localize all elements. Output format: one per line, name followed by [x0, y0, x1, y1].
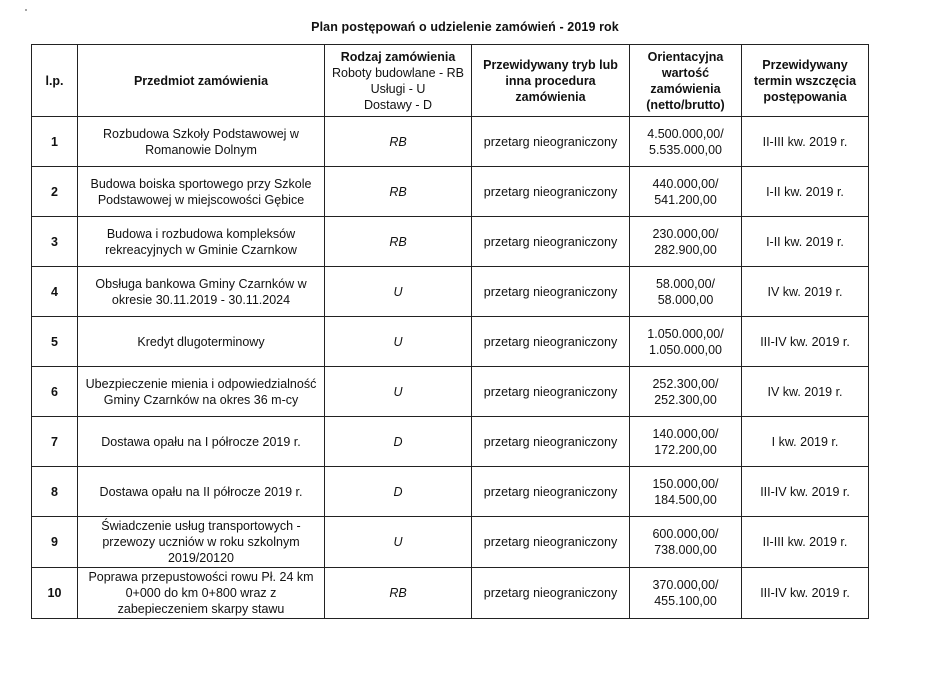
- cell-subject: Obsługa bankowa Gminy Czarnków w okresie 30.11.2019 - 30.11.2024: [78, 267, 325, 317]
- cell-lp: 4: [32, 267, 78, 317]
- cell-value-net: 440.000,00/: [652, 176, 719, 191]
- cell-value-gross: 5.535.000,00: [649, 142, 722, 157]
- table-row: [32, 217, 869, 267]
- cell-value: [630, 417, 742, 467]
- cell-kind: RB: [325, 568, 472, 619]
- cell-subject: Rozbudowa Szkoły Podstawowej w Romanowie Dolnym: [78, 117, 325, 167]
- cell-kind: U: [325, 317, 472, 367]
- scan-speck: [25, 9, 27, 11]
- cell-subject: Budowa i rozbudowa kompleksów rekreacyjnych w Gminie Czarnkow: [78, 217, 325, 267]
- cell-subject: Kredyt dlugoterminowy: [78, 317, 325, 367]
- cell-value: [630, 568, 742, 619]
- cell-value-gross: 252.300,00: [654, 392, 717, 407]
- cell-lp: 2: [32, 167, 78, 217]
- header-mode: Przewidywany tryb lub inna procedura zamówienia: [472, 45, 630, 117]
- cell-value: [630, 267, 742, 317]
- cell-term: IV kw. 2019 r.: [742, 367, 869, 417]
- cell-term: II-III kw. 2019 r.: [742, 117, 869, 167]
- table-row: [32, 517, 869, 568]
- cell-value-gross: 172.200,00: [654, 442, 717, 457]
- cell-subject: Dostawa opału na I półrocze 2019 r.: [78, 417, 325, 467]
- table-row: [32, 367, 869, 417]
- header-lp: l.p.: [32, 45, 78, 117]
- cell-subject: Świadczenie usług transportowych - przewozy uczniów w roku szkolnym 2019/20120: [78, 517, 325, 568]
- cell-lp: 9: [32, 517, 78, 568]
- cell-term: IV kw. 2019 r.: [742, 267, 869, 317]
- cell-term: II-III kw. 2019 r.: [742, 517, 869, 568]
- cell-value-gross: 738.000,00: [654, 543, 717, 557]
- cell-term: I-II kw. 2019 r.: [742, 217, 869, 267]
- cell-kind: U: [325, 267, 472, 317]
- cell-kind: RB: [325, 117, 472, 167]
- cell-lp: 7: [32, 417, 78, 467]
- cell-value-gross: 282.900,00: [654, 242, 717, 257]
- cell-lp: 3: [32, 217, 78, 267]
- cell-mode: przetarg nieograniczony: [472, 417, 630, 467]
- table-row: [32, 467, 869, 517]
- cell-value-gross: 184.500,00: [654, 492, 717, 507]
- cell-value: [630, 367, 742, 417]
- cell-mode: przetarg nieograniczony: [472, 517, 630, 568]
- document-title: Plan postępowań o udzielenie zamówień - 2019 rok: [311, 20, 619, 34]
- header-subject: Przedmiot zamówienia: [78, 45, 325, 117]
- cell-lp: 8: [32, 467, 78, 517]
- header-kind-d: Dostawy - D: [363, 97, 433, 112]
- table-header-row: [32, 45, 869, 117]
- cell-value-net: 4.500.000,00/: [647, 126, 724, 141]
- cell-value-net: 140.000,00/: [652, 426, 719, 441]
- cell-value-gross: 58.000,00: [657, 292, 714, 307]
- header-kind: [325, 45, 472, 117]
- cell-kind: U: [325, 367, 472, 417]
- cell-value-gross: 455.100,00: [654, 594, 717, 608]
- cell-subject: Poprawa przepustowości rowu Pł. 24 km 0+000 do km 0+800 wraz z zabepieczeniem skarpy stawu: [78, 568, 325, 619]
- cell-value-net: 600.000,00/: [652, 527, 719, 541]
- table-row: [32, 267, 869, 317]
- cell-value-net: 370.000,00/: [652, 578, 719, 592]
- cell-value: [630, 317, 742, 367]
- cell-mode: przetarg nieograniczony: [472, 117, 630, 167]
- cell-value: [630, 117, 742, 167]
- procurement-plan-table: [31, 44, 869, 619]
- table-row: [32, 317, 869, 367]
- cell-lp: 10: [32, 568, 78, 619]
- cell-value-gross: 541.200,00: [654, 192, 717, 207]
- cell-mode: przetarg nieograniczony: [472, 167, 630, 217]
- cell-value-net: 230.000,00/: [652, 226, 719, 241]
- table-body: [32, 117, 869, 619]
- cell-kind: RB: [325, 167, 472, 217]
- cell-value-net: 58.000,00/: [655, 276, 716, 291]
- cell-lp: 1: [32, 117, 78, 167]
- cell-kind: D: [325, 467, 472, 517]
- cell-value: [630, 467, 742, 517]
- header-kind-title: Rodzaj zamówienia: [340, 49, 456, 64]
- header-kind-rb: Roboty budowlane - RB: [331, 65, 465, 80]
- cell-value: [630, 217, 742, 267]
- cell-kind: D: [325, 417, 472, 467]
- header-kind-u: Usługi - U: [370, 81, 426, 96]
- cell-value-net: 150.000,00/: [652, 476, 719, 491]
- cell-subject: Ubezpieczenie mienia i odpowiedzialność Gminy Czarnków na okres 36 m-cy: [78, 367, 325, 417]
- cell-mode: przetarg nieograniczony: [472, 467, 630, 517]
- cell-subject: Dostawa opału na II półrocze 2019 r.: [78, 467, 325, 517]
- cell-term: III-IV kw. 2019 r.: [742, 568, 869, 619]
- cell-term: III-IV kw. 2019 r.: [742, 317, 869, 367]
- table-row: [32, 117, 869, 167]
- cell-kind: RB: [325, 217, 472, 267]
- cell-mode: przetarg nieograniczony: [472, 317, 630, 367]
- cell-term: I-II kw. 2019 r.: [742, 167, 869, 217]
- cell-kind: U: [325, 517, 472, 568]
- cell-value-net: 252.300,00/: [652, 376, 719, 391]
- cell-subject: Budowa boiska sportowego przy Szkole Podstawowej w miejscowości Gębice: [78, 167, 325, 217]
- table-row: [32, 417, 869, 467]
- cell-mode: przetarg nieograniczony: [472, 267, 630, 317]
- header-value: Orientacyjna wartość zamówienia (netto/brutto): [630, 45, 742, 117]
- table-row: [32, 568, 869, 619]
- table-row: [32, 167, 869, 217]
- cell-mode: przetarg nieograniczony: [472, 367, 630, 417]
- cell-mode: przetarg nieograniczony: [472, 217, 630, 267]
- cell-value-net: 1.050.000,00/: [647, 326, 724, 341]
- cell-value: [630, 167, 742, 217]
- cell-value: [630, 517, 742, 568]
- cell-lp: 5: [32, 317, 78, 367]
- cell-mode: przetarg nieograniczony: [472, 568, 630, 619]
- cell-term: I kw. 2019 r.: [742, 417, 869, 467]
- cell-term: III-IV kw. 2019 r.: [742, 467, 869, 517]
- header-term: Przewidywany termin wszczęcia postępowania: [742, 45, 869, 117]
- cell-lp: 6: [32, 367, 78, 417]
- cell-value-gross: 1.050.000,00: [649, 342, 722, 357]
